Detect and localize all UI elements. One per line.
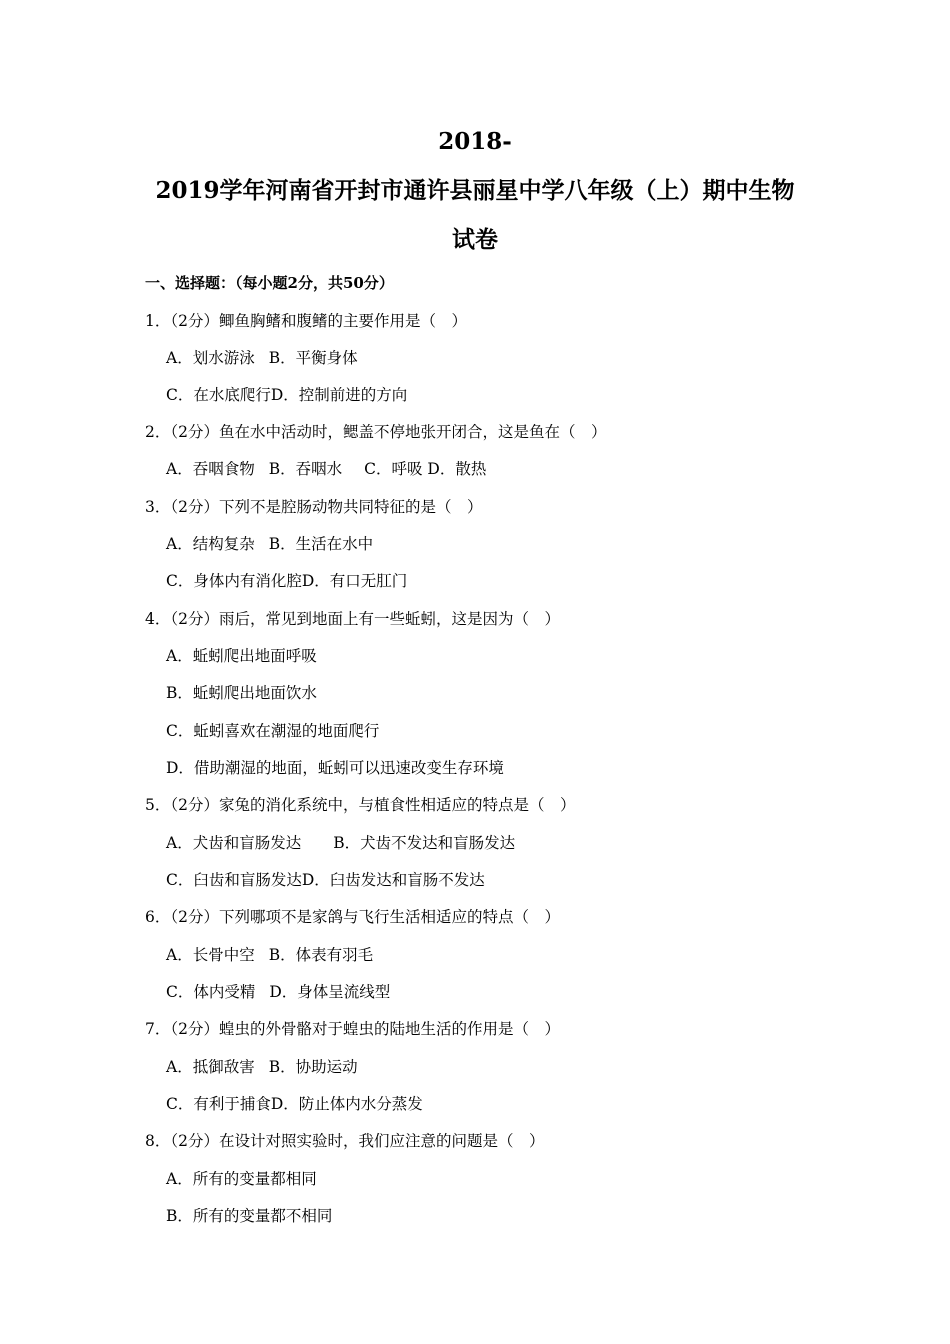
q5-options-row-2 [166, 870, 485, 890]
title-line-2: 2019学年河南省开封市通许县丽星中学八年级（上）期中生物 [155, 177, 795, 204]
q4-option-b: B．蚯蚓爬出地面饮水 [166, 684, 317, 702]
q3-options-row-2 [166, 571, 407, 591]
q5-option-a: A．犬齿和盲肠发达 [166, 834, 302, 852]
q5-option-cd: C．臼齿和盲肠发达D．臼齿发达和盲肠不发达 [166, 871, 485, 889]
q4-option-a: A．蚯蚓爬出地面呼吸 [166, 647, 317, 665]
q2-options-row-1 [166, 459, 486, 479]
q5-options-row-1 [166, 833, 515, 853]
q1-option-a: A．划水游泳 [166, 349, 255, 367]
q2-option-a: A．吞咽食物 [166, 460, 255, 478]
question-2: 2．（2分）鱼在水中活动时，鳃盖不停地张开闭合，这是鱼在（ ） [145, 423, 607, 441]
question-3: 3．（2分）下列不是腔肠动物共同特征的是（ ） [145, 498, 483, 516]
q6-option-b: B．体表有羽毛 [268, 946, 374, 964]
question-8: 8．（2分）在设计对照实验时，我们应注意的问题是（ ） [145, 1132, 545, 1150]
q1-option-b: B．平衡身体 [268, 349, 358, 367]
question-6: 6．（2分）下列哪项不是家鸽与飞行生活相适应的特点（ ） [145, 908, 560, 926]
q7-option-a: A．抵御敌害 [166, 1058, 255, 1076]
q7-options-row-1 [166, 1057, 358, 1077]
q6-option-c: C．体内受精 [166, 983, 256, 1001]
title-line-3: 试卷 [452, 226, 498, 253]
q6-option-a: A．长骨中空 [166, 946, 255, 964]
q7-option-b: B．协助运动 [268, 1058, 358, 1076]
q1-option-cd: C．在水底爬行D．控制前进的方向 [166, 386, 408, 404]
q7-options-row-2 [166, 1094, 423, 1114]
q6-options-row-1 [166, 945, 373, 965]
q3-option-b: B．生活在水中 [268, 535, 374, 553]
section-heading: 一、选择题：（每小题2分，共50分） [145, 274, 394, 292]
question-7: 7．（2分）蝗虫的外骨骼对于蝗虫的陆地生活的作用是（ ） [145, 1020, 560, 1038]
q3-option-cd: C．身体内有消化腔D．有口无肛门 [166, 572, 408, 590]
q8-option-b: B．所有的变量都不相同 [166, 1207, 333, 1225]
q6-option-d: D．身体呈流线型 [269, 983, 391, 1001]
question-1: 1．（2分）鲫鱼胸鳍和腹鳍的主要作用是（ ） [145, 312, 467, 330]
q4-option-c: C．蚯蚓喜欢在潮湿的地面爬行 [166, 722, 380, 740]
q4-option-d: D．借助潮湿的地面，蚯蚓可以迅速改变生存环境 [166, 759, 504, 777]
q7-option-cd: C．有利于捕食D．防止体内水分蒸发 [166, 1095, 423, 1113]
q3-option-a: A．结构复杂 [166, 535, 255, 553]
question-4: 4．（2分）雨后，常见到地面上有一些蚯蚓，这是因为（ ） [145, 610, 560, 628]
q2-option-b: B．吞咽水 [268, 460, 343, 478]
question-5: 5．（2分）家兔的消化系统中，与植食性相适应的特点是（ ） [145, 796, 576, 814]
q2-option-cd: C．呼吸 D．散热 [364, 460, 487, 478]
q8-option-a: A．所有的变量都相同 [166, 1170, 317, 1188]
q5-option-b: B．犬齿不发达和盲肠发达 [333, 834, 516, 852]
q1-options-row-2 [166, 385, 407, 405]
q3-options-row-1 [166, 534, 373, 554]
q6-options-row-2 [166, 982, 390, 1002]
q1-options-row-1 [166, 348, 358, 368]
title-line-1: 2018- [438, 128, 512, 155]
